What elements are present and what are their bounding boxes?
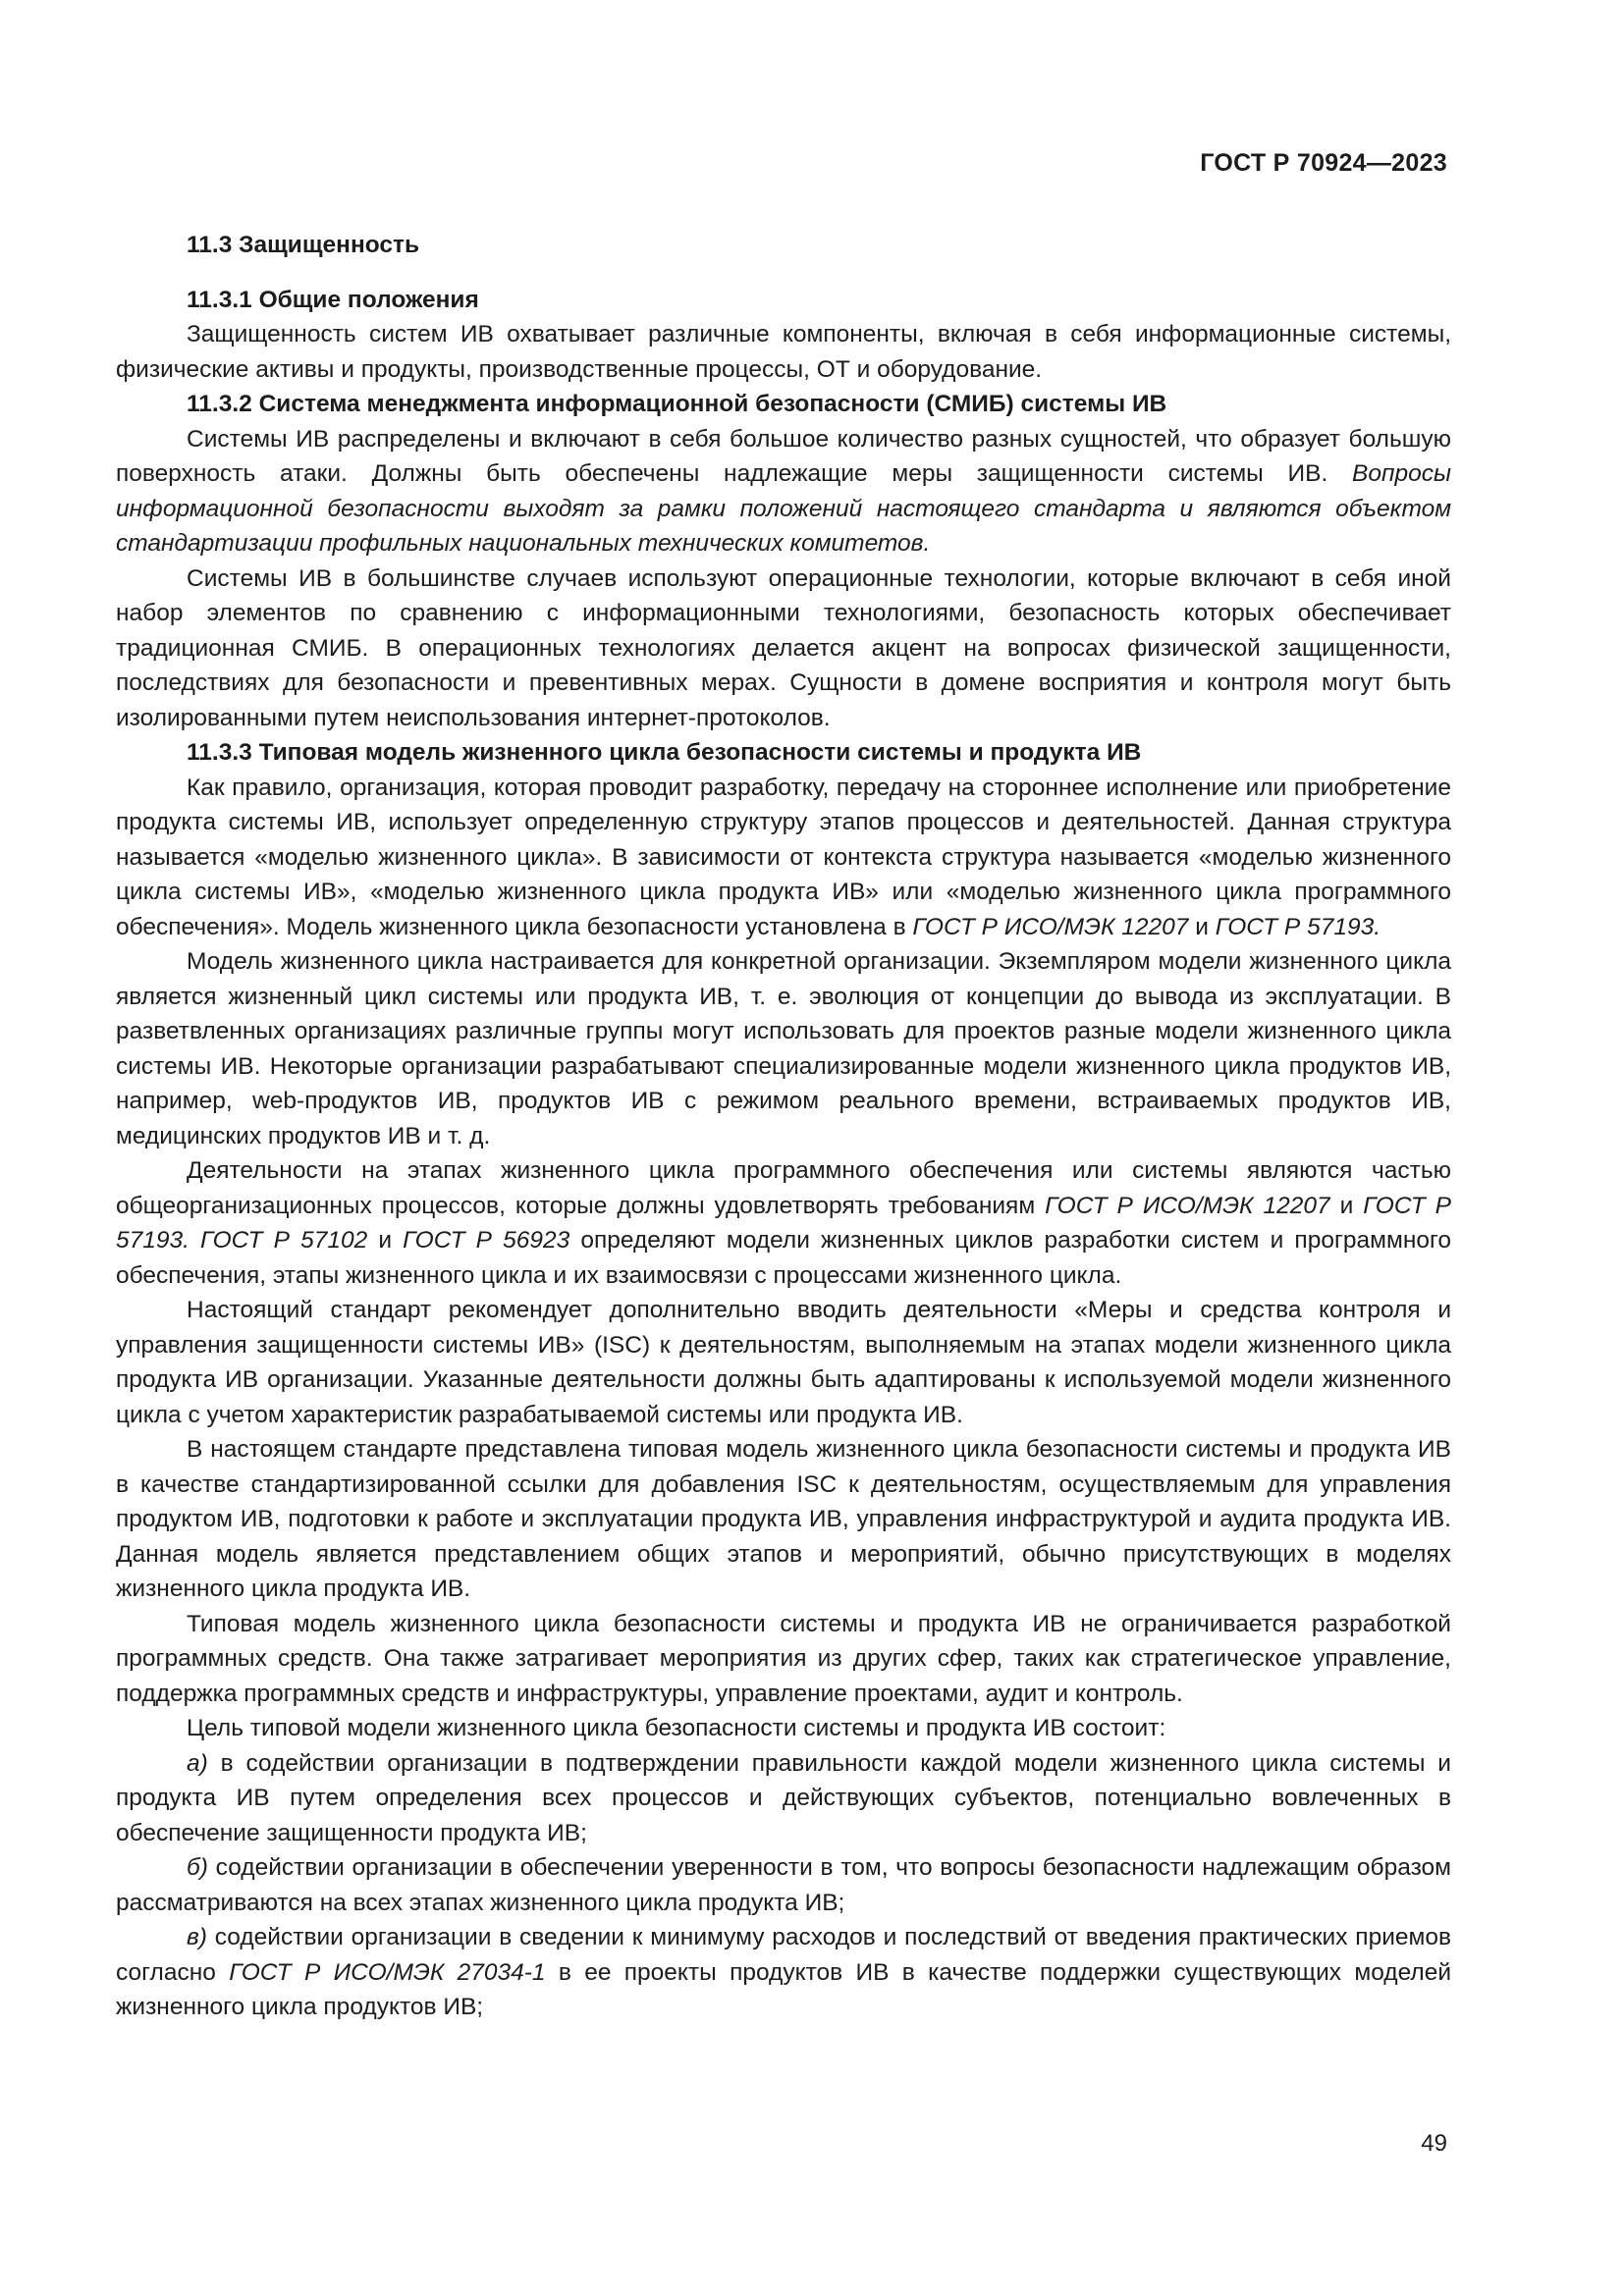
section-title: 11.3 Защищенность [187, 232, 420, 258]
subsection-title-2: 11.3.2 Система менеджмента информационной безопасности (СМИБ) системы ИВ [187, 391, 1167, 417]
paragraph: Цель типовой модели жизненного цикла безопасности системы и продукта ИВ состоит: [187, 1715, 1166, 1741]
paragraph: Настоящий стандарт рекомендует дополнительно вводить деятельности «Меры и средства контроля и управления защищенности системы ИВ» (ISC) к деятельностям, выполняемым на этапах модели жизненного цикла продукта ИВ организации. Указанные деятельности должны быть адаптированы к используемой модели жизненного цикла с учетом характеристик разрабатываемой системы или продукта ИВ. [116, 1297, 1451, 1428]
paragraph: Типовая модель жизненного цикла безопасности системы и продукта ИВ не ограничивается разработкой программных средств. Она также затрагивает мероприятия из других сфер, таких как стратегическое управление, поддержка программных средств и инфраструктуры, управление проектами, аудит и контроль. [116, 1610, 1451, 1707]
list-item-c: в) содействии организации в сведении к минимуму расходов и последствий от введения практических приемов согласно ГОСТ Р ИСО/МЭК 27034-1 в ее проекты продуктов ИВ в качестве поддержки существующих моделей жизненного цикла продуктов ИВ; [116, 1924, 1452, 2020]
subsection-title-1: 11.3.1 Общие положения [187, 286, 479, 313]
document-code: ГОСТ Р 70924—2023 [1200, 149, 1447, 177]
paragraph: Модель жизненного цикла настраивается для конкретной организации. Экземпляром модели жизненного цикла является жизненный цикл системы или продукта ИВ, т. е. эволюция от концепции до вывода из эксплуатации. В разветвленных организациях различные группы могут использовать для проектов разные модели жизненного цикла системы ИВ. Некоторые организации разрабатывают специализированные модели жизненного цикла продуктов ИВ, например, web-продуктов ИВ, продуктов ИВ с режимом реального времени, встраиваемых продуктов ИВ, медицинских продуктов ИВ и т. д. [116, 948, 1451, 1149]
list-item-b: б) содействии организации в обеспечении уверенности в том, что вопросы безопасности надлежащим образом рассматриваются на всех этапах жизненного цикла продукта ИВ; [116, 1854, 1451, 1916]
page-content [116, 228, 1451, 2025]
paragraph: Как правило, организация, которая проводит разработку, передачу на стороннее исполнение или приобретение продукта системы ИВ, использует определенную структуру этапов процессов и деятельностей. Данная структура называется «моделью жизненного цикла». В зависимости от контекста структура называется «моделью жизненного цикла системы ИВ», «моделью жизненного цикла продукта ИВ» или «моделью жизненного цикла программного обеспечения». Модель жизненного цикла безопасности установлена в ГОСТ Р ИСО/МЭК 12207 и ГОСТ Р 57193. [116, 774, 1451, 940]
page-number: 49 [1421, 2130, 1447, 2157]
subsection-title-3: 11.3.3 Типовая модель жизненного цикла безопасности системы и продукта ИВ [187, 739, 1142, 766]
paragraph: В настоящем стандарте представлена типовая модель жизненного цикла безопасности системы и продукта ИВ в качестве стандартизированной ссылки для добавления ISC к деятельностям, осуществляемым для управления продуктом ИВ, подготовки к работе и эксплуатации продукта ИВ, управления инфраструктурой и аудита продукта ИВ. Данная модель является представлением общих этапов и мероприятий, обычно присутствующих в моделях жизненного цикла продукта ИВ. [116, 1436, 1451, 1602]
paragraph: Защищенность систем ИВ охватывает различные компоненты, включая в себя информационные системы, физические активы и продукты, производственные процессы, ОТ и оборудование. [116, 321, 1451, 383]
paragraph: Деятельности на этапах жизненного цикла программного обеспечения или системы являются частью общеорганизационных процессов, которые должны удовлетворять требованиям ГОСТ Р ИСО/МЭК 12207 и ГОСТ Р 57193. ГОСТ Р 57102 и ГОСТ Р 56923 определяют модели жизненных циклов разработки систем и программного обеспечения, этапы жизненного цикла и их взаимосвязи с процессами жизненного цикла. [116, 1157, 1451, 1289]
paragraph: Системы ИВ распределены и включают в себя большое количество разных сущностей, что образует большую поверхность атаки. Должны быть обеспечены надлежащие меры защищенности системы ИВ. Вопросы информационной безопасности выходят за рамки положений настоящего стандарта и являются объектом стандартизации профильных национальных технических комитетов. [116, 425, 1451, 557]
list-item-a: а) в содействии организации в подтверждении правильности каждой модели жизненного цикла системы и продукта ИВ путем определения всех процессов и действующих субъектов, потенциально вовлеченных в обеспечение защищенности продукта ИВ; [116, 1749, 1451, 1846]
paragraph: Системы ИВ в большинстве случаев используют операционные технологии, которые включают в себя иной набор элементов по сравнению с информационными технологиями, безопасность которых обеспечивает традиционная СМИБ. В операционных технологиях делается акцент на вопросах физической защищенности, последствиях для безопасности и превентивных мерах. Сущности в домене восприятия и контроля могут быть изолированными путем неиспользования интернет-протоколов. [116, 564, 1451, 731]
